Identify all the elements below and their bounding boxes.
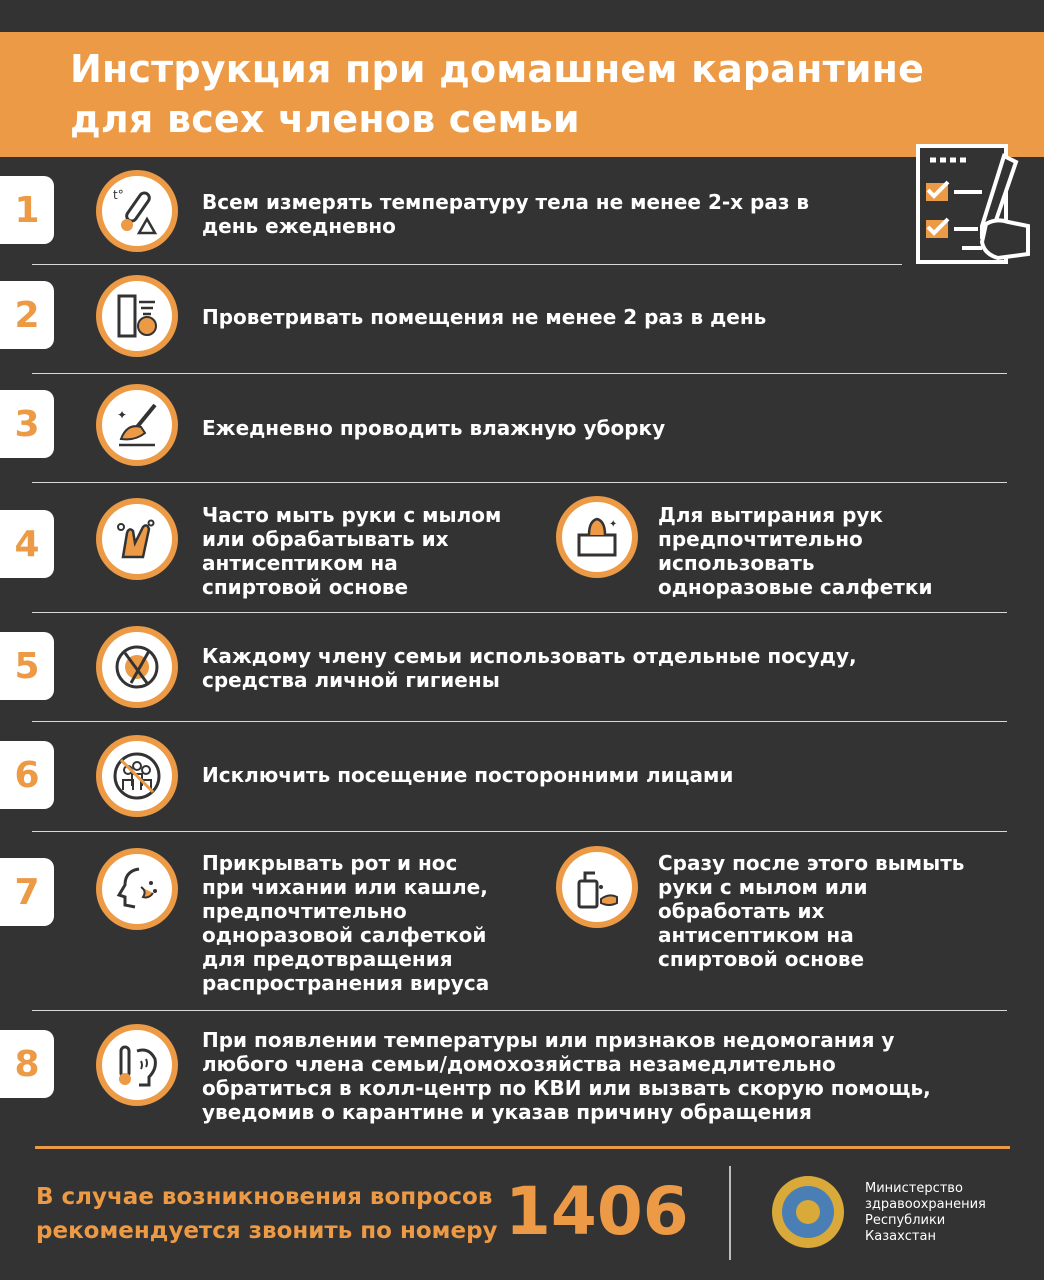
item-text: Всем измерять температуру тела не менее 2-х раз в день ежедневно: [202, 190, 810, 238]
item-text: Проветривать помещения не менее 2 раз в день: [202, 305, 767, 329]
ministry-line-2: здравоохранения: [865, 1197, 986, 1212]
item-text-secondary: Для вытирания рук предпочтительно использовать одноразовые салфетки: [658, 503, 933, 599]
svg-text:t°: t°: [113, 188, 124, 202]
tableware-icon: [96, 626, 178, 708]
ministry-line-4: Казахстан: [865, 1229, 936, 1244]
footer-vertical-divider: [729, 1166, 731, 1260]
ministry-line-1: Министерство: [865, 1181, 963, 1196]
kazakhstan-emblem-icon: [768, 1170, 848, 1254]
svg-text:✦: ✦: [117, 408, 128, 422]
title-line-2: для всех членов семьи: [70, 97, 580, 141]
page-title: [70, 44, 924, 144]
divider: [32, 612, 1007, 613]
divider: [32, 721, 1007, 722]
item-text: Каждому члену семьи использовать отдельные посуду, средства личной гигиены: [202, 644, 857, 692]
item-text: Часто мыть руки с мылом или обрабатывать их антисептиком на спиртовой основе: [202, 503, 502, 599]
item-number: 4: [0, 510, 54, 578]
sanitizer-icon: [556, 846, 638, 928]
ventilation-icon: [96, 275, 178, 357]
mop-cleaning-icon: [96, 384, 178, 466]
no-visitors-icon: [96, 735, 178, 817]
svg-text:✦: ✦: [609, 519, 618, 530]
footer-line-1: В случае возникновения вопросов: [36, 1184, 493, 1210]
sneeze-icon: [96, 848, 178, 930]
hotline-number[interactable]: 1406: [505, 1173, 689, 1250]
item-number: 7: [0, 858, 54, 926]
divider: [32, 1010, 1007, 1011]
hand-washing-icon: [96, 498, 178, 580]
item-text: Прикрывать рот и нос при чихании или кашле, предпочтительно одноразовой салфеткой для предотвращения распространения вируса: [202, 851, 490, 995]
item-text: Исключить посещение посторонними лицами: [202, 763, 734, 787]
item-number: 5: [0, 632, 54, 700]
thermometer-icon: [96, 170, 178, 252]
title-line-1: Инструкция при домашнем карантине: [70, 47, 925, 91]
item-text: Ежедневно проводить влажную уборку: [202, 416, 666, 440]
footer-divider: [35, 1146, 1010, 1149]
header-banner: [0, 32, 1044, 157]
divider: [32, 264, 902, 265]
fever-icon: [96, 1024, 178, 1106]
item-number: 2: [0, 281, 54, 349]
item-number: 3: [0, 390, 54, 458]
item-number: 1: [0, 176, 54, 244]
item-text: При появлении температуры или признаков недомогания у любого члена семьи/домохозяйства незамедлительно обратиться в колл-центр по КВИ или вызвать скорую помощь, уведомив о карантине и указав причину обращения: [202, 1028, 931, 1124]
tissue-box-icon: [556, 496, 638, 578]
item-number: 6: [0, 741, 54, 809]
clipboard-checklist-icon: [912, 128, 1032, 268]
footer-question-text: [36, 1180, 498, 1248]
footer-line-2: рекомендуется звонить по номеру: [36, 1218, 498, 1244]
item-text-secondary: Сразу после этого вымыть руки с мылом или обработать их антисептиком на спиртовой основе: [658, 851, 965, 971]
ministry-line-3: Республики: [865, 1213, 946, 1228]
divider: [32, 831, 1007, 832]
divider: [32, 482, 1007, 483]
divider: [32, 373, 1007, 374]
ministry-name: [865, 1181, 986, 1245]
item-number: 8: [0, 1030, 54, 1098]
